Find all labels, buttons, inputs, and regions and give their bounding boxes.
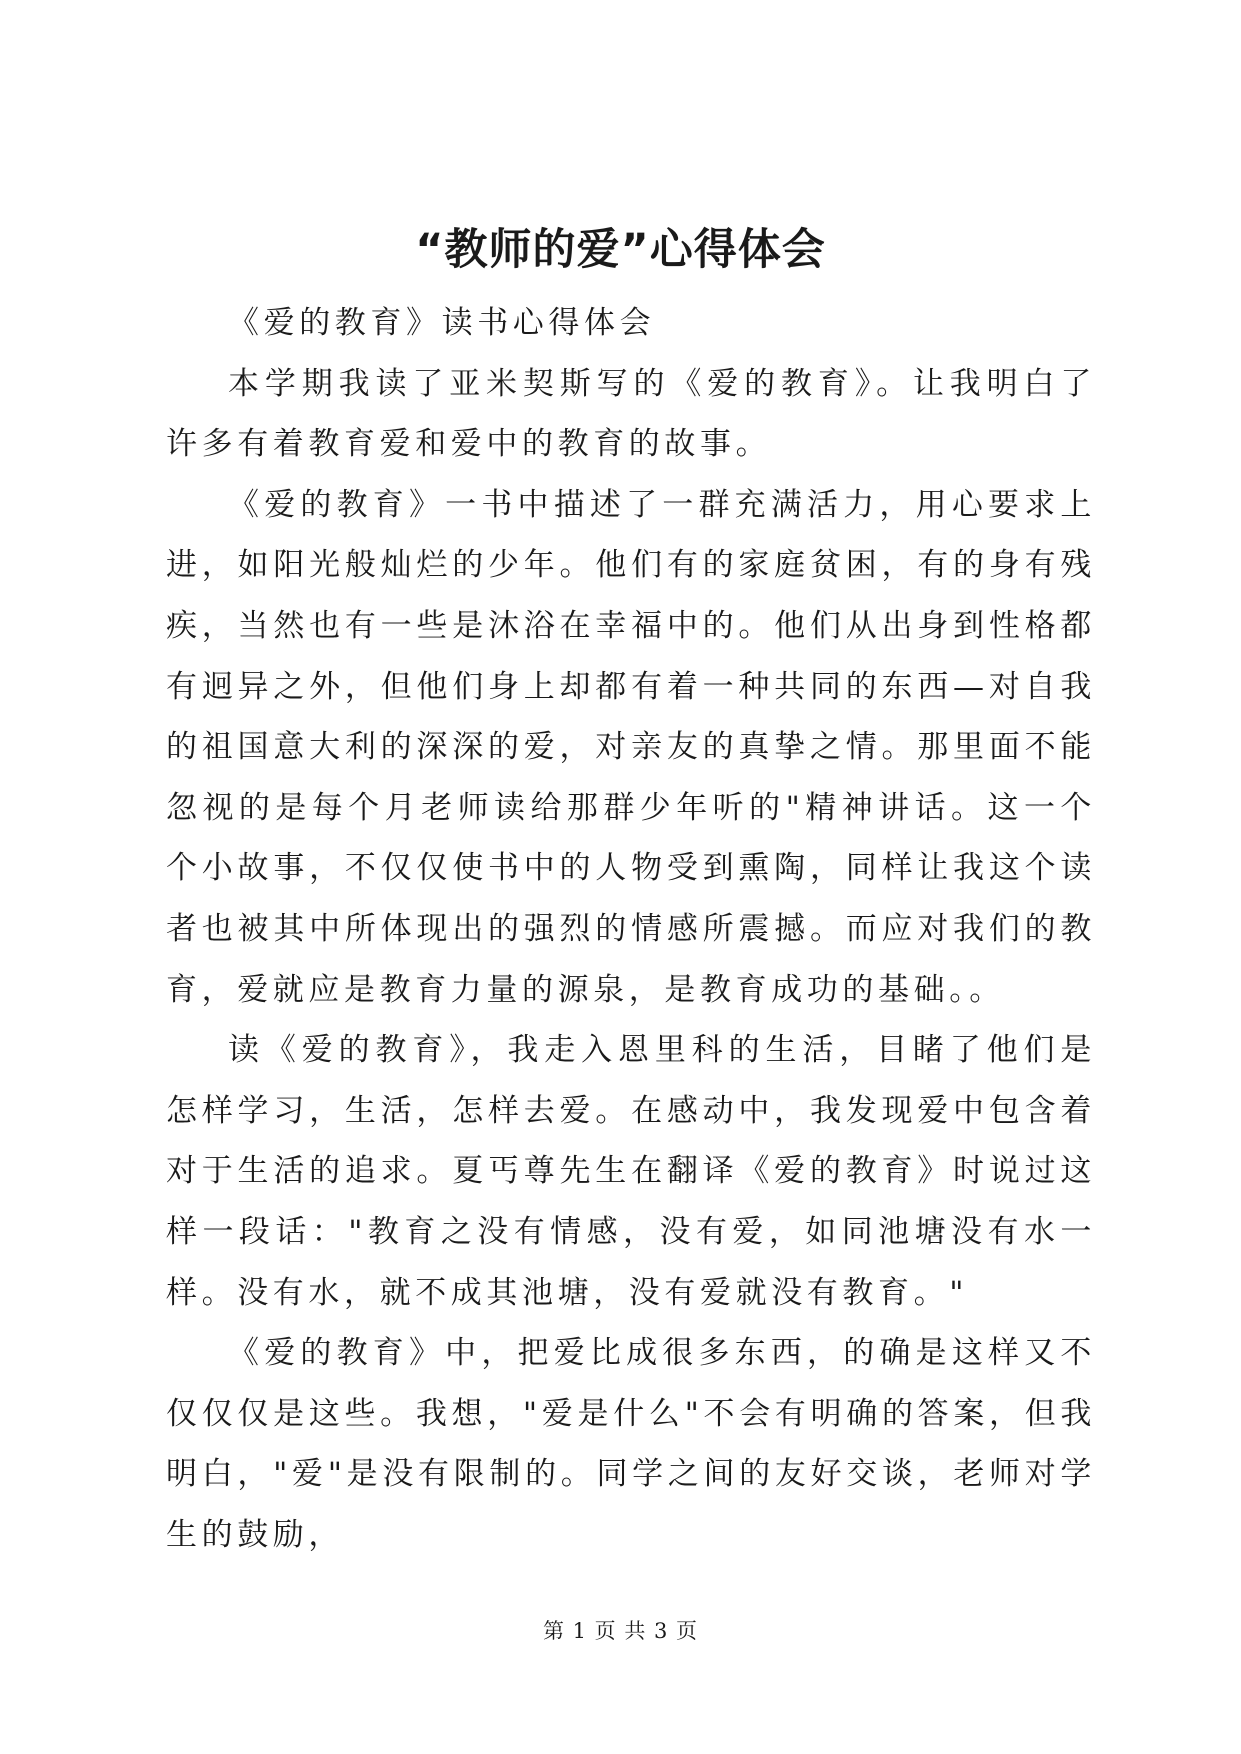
paragraph: 本学期我读了亚米契斯写的《爱的教育》。让我明白了许多有着教育爱和爱中的教育的故事。	[166, 365, 1096, 463]
document-title: “教师的爱”心得体会	[415, 225, 826, 275]
document-body	[166, 293, 1096, 1565]
paragraph-subtitle: 《爱的教育》读书心得体会	[228, 305, 656, 341]
paragraph: 读《爱的教育》，我走入恩里科的生活，目睹了他们是怎样学习，生活，怎样去爱。在感动中，我发现爱中包含着对于生活的追求。夏丐尊先生在翻译《爱的教育》时说过这样一段话："教育之没有情感，没有爱，如同池塘没有水一样。没有水，就不成其池塘，没有爱就没有教育。"	[166, 1032, 1096, 1311]
page-number-footer: 第 1 页 共 3 页	[542, 1619, 699, 1643]
paragraph: 《爱的教育》中，把爱比成很多东西，的确是这样又不仅仅仅是这些。我想，"爱是什么"不会有明确的答案，但我明白，"爱"是没有限制的。同学之间的友好交谈，老师对学生的鼓励，	[166, 1335, 1096, 1553]
paragraph: 《爱的教育》一书中描述了一群充满活力，用心要求上进，如阳光般灿烂的少年。他们有的家庭贫困，有的身有残疾，当然也有一些是沐浴在幸福中的。他们从出身到性格都有迥异之外，但他们身上却都有着一种共同的东西—对自我的祖国意大利的深深的爱，对亲友的真挚之情。那里面不能忽视的是每个月老师读给那群少年听的"精神讲话。这一个个小故事，不仅仅使书中的人物受到熏陶，同样让我这个读者也被其中所体现出的强烈的情感所震撼。而应对我们的教育，爱就应是教育力量的源泉，是教育成功的基础。。	[166, 486, 1096, 1008]
